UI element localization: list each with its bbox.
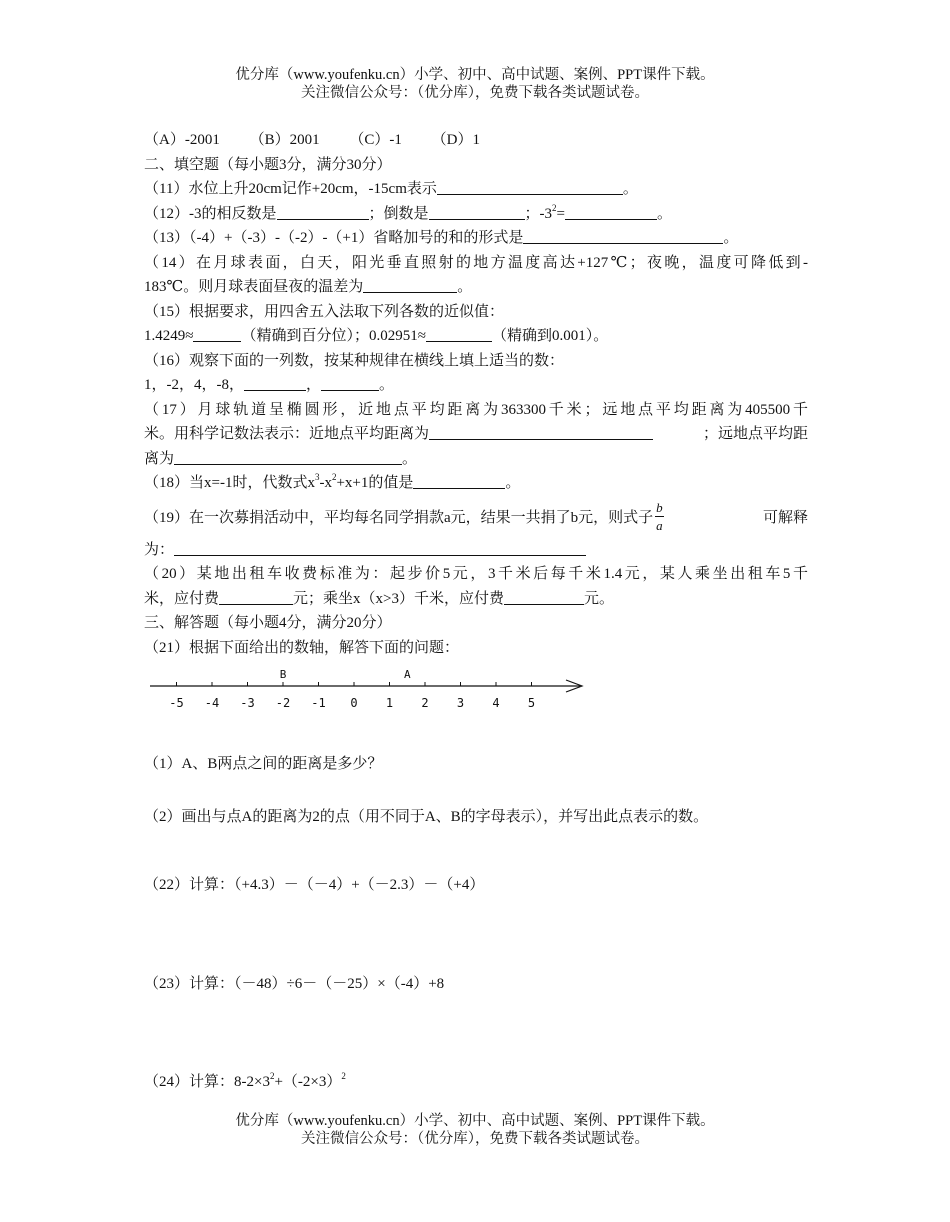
- answer-blank[interactable]: [277, 202, 369, 220]
- answer-blank[interactable]: [321, 373, 379, 391]
- answer-blank[interactable]: [413, 471, 505, 489]
- answer-blank[interactable]: [565, 202, 657, 220]
- point-label-a: A: [403, 668, 411, 681]
- option-c: （C）-1: [349, 132, 402, 148]
- tick-label: -4: [204, 696, 220, 710]
- answer-blank[interactable]: [504, 587, 584, 605]
- question-11: （11）水位上升20cm记作+20cm，-15cm表示 。: [144, 177, 808, 202]
- question-22: （22）计算：（+4.3）－（－4）+（－2.3）－（+4）: [144, 877, 485, 893]
- question-23: （23）计算：（－48）÷6－（－25）×（-4）+8: [144, 975, 445, 992]
- answer-blank[interactable]: [429, 422, 653, 440]
- question-18: （18）当x=-1时，代数式$x^3-x^2+x+1$的值是 。: [144, 472, 521, 491]
- tick-label: 0: [350, 696, 358, 710]
- tick-label: -2: [275, 696, 291, 710]
- header-line-1: 优分库（www.youfenku.cn）小学、初中、高中试题、案例、PPT课件下载。: [235, 67, 715, 83]
- header-line-2: 关注微信公众号：（优分库），免费下载各类试题试卷。: [301, 85, 649, 101]
- number-line: [148, 662, 588, 724]
- answer-blank[interactable]: [523, 226, 723, 244]
- question-21: （21）根据下面给出的数轴，解答下面的问题：: [144, 639, 460, 656]
- question-17-line-1: （17）月球轨道呈椭圆形，近地点平均距离为363300千米；远地点平均距离为405500千: [144, 401, 808, 418]
- answer-blank[interactable]: [174, 538, 586, 556]
- answer-blank[interactable]: [426, 324, 492, 342]
- question-15-line-1: （15）根据要求，用四舍五入法取下列各数的近似值：: [144, 303, 505, 320]
- tick-label: 1: [385, 696, 394, 710]
- question-14-line-2: 183℃。则月球表面昼夜的温差为 。: [144, 275, 808, 300]
- tick-label: -1: [311, 696, 326, 710]
- question-12: （12）-3的相反数是 ；倒数是 ；$-3^2=$ 。: [144, 202, 672, 222]
- option-a: （A）-2001: [144, 132, 220, 148]
- answer-blank[interactable]: [437, 177, 623, 195]
- question-19-line-1: （19）在一次募捐活动中，平均每名同学捐款a元，结果一共捐了b元，则式子 $\frac{b}{a}$ 可解释: [144, 500, 808, 533]
- tick-label: -5: [169, 696, 184, 710]
- answer-blank[interactable]: [193, 324, 241, 342]
- question-20-line-2: 米，应付费 元；乘坐x（x>3）千米，应付费 元。: [144, 587, 808, 612]
- footer-line-2: 关注微信公众号：（优分库），免费下载各类试题试卷。: [301, 1131, 649, 1147]
- question-17-line-2: 米。用科学记数法表示：近地点平均距离为 ；远地点平均距: [144, 422, 808, 447]
- answer-blank[interactable]: [174, 447, 402, 465]
- option-b: （B）2001: [249, 132, 320, 148]
- choice-options: [144, 128, 808, 153]
- page-footer: [0, 1112, 950, 1148]
- option-d: （D）1: [431, 132, 480, 148]
- question-17-line-3: 离为 。: [144, 447, 808, 472]
- footer-line-1: 优分库（www.youfenku.cn）小学、初中、高中试题、案例、PPT课件下载。: [235, 1113, 715, 1129]
- question-24: （24）计算：$8-2\times 3^2+(-2\times 3)^2$: [144, 1071, 346, 1090]
- answer-blank[interactable]: [363, 275, 457, 293]
- question-16-line-2: 1，-2，4，-8， ， 。: [144, 373, 808, 398]
- point-label-b: B: [279, 668, 287, 681]
- section-3-heading: 三、解答题（每小题4分，满分20分）: [144, 615, 392, 631]
- page-header: [0, 66, 950, 102]
- tick-label: 4: [492, 696, 500, 710]
- question-19-line-2: 为：: [144, 538, 808, 563]
- exam-content: [144, 128, 808, 1095]
- fraction-b-over-a: $\frac{b}{a}$: [656, 500, 663, 533]
- question-21-part-1: （1）A、B两点之间的距离是多少？: [144, 756, 383, 772]
- answer-blank[interactable]: [244, 373, 306, 391]
- tick-label: 5: [527, 696, 536, 710]
- section-2-heading: 二、填空题（每小题3分，满分30分）: [144, 156, 392, 173]
- question-14-line-1: （14）在月球表面，白天，阳光垂直照射的地方温度高达+127℃；夜晚，温度可降低到-: [144, 254, 808, 271]
- tick-label: -3: [240, 696, 255, 710]
- question-21-part-2: （2）画出与点A的距离为2的点（用不同于A、B的字母表示），并写出此点表示的数。: [144, 808, 709, 825]
- tick-label: 2: [421, 696, 429, 710]
- answer-blank[interactable]: [429, 202, 525, 220]
- question-16-line-1: （16）观察下面的一列数，按某种规律在横线上填上适当的数：: [144, 352, 565, 369]
- question-13: （13）（-4）+（-3）-（-2）-（+1）省略加号的和的形式是 。: [144, 226, 808, 251]
- answer-blank[interactable]: [219, 587, 293, 605]
- question-20-line-1: （20）某地出租车收费标准为：起步价5元，3千米后每千米1.4元，某人乘坐出租车5千: [144, 566, 808, 582]
- tick-label: 3: [456, 696, 465, 710]
- question-15-line-2: 1.4249≈ （精确到百分位）；0.02951≈ （精确到0.001）。: [144, 324, 808, 349]
